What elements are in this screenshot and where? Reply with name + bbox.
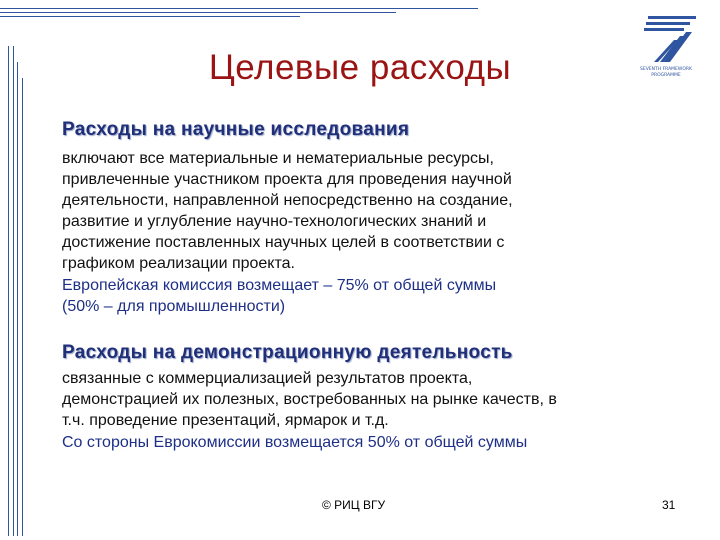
top-decor-line-1 [0, 8, 478, 9]
section-demo-body [62, 368, 622, 431]
left-decor-bar-4 [22, 78, 23, 536]
section-research-body-line: привлеченные участником проекта для проведения научной [62, 171, 512, 188]
section-demo-note [62, 432, 622, 453]
section-demo-body-line: т.ч. проведение презентаций, ярмарок и т.д. [62, 412, 389, 429]
section-demo-note-line: Со стороны Еврокомиссии возмещается 50% от общей суммы [62, 434, 528, 451]
page-number: 31 [662, 498, 676, 512]
slide-title: Целевые расходы [208, 48, 512, 87]
section-research-body-line: развитие и углубление научно-технологических знаний и [62, 213, 487, 230]
top-decor-line-3 [0, 16, 300, 17]
fp7-logo-icon [626, 12, 706, 78]
section-research-body-line: графиком реализации проекта. [62, 255, 295, 272]
section-research-heading: Расходы на научные исследования [62, 119, 410, 140]
section-research-note-line: Европейская комиссия возмещает – 75% от общей суммы [62, 277, 497, 294]
section-demo-heading: Расходы на демонстрационную деятельность [62, 342, 513, 363]
section-research-body-line: деятельности, направленной непосредственно на создание, [62, 192, 513, 209]
section-research-body-line: включают все материальные и нематериальные ресурсы, [62, 150, 494, 167]
logo-caption-line-2: PROGRAMME [651, 73, 681, 78]
fp7-logo [626, 12, 706, 78]
section-research-body-line: достижение поставленных научных целей в соответствии с [62, 234, 505, 251]
top-decor-line-2 [0, 12, 396, 13]
section-research-note-line: (50% – для промышленности) [62, 298, 286, 315]
section-research-note [62, 275, 622, 317]
section-demo-body-line: связанные с коммерциализацией результатов проекта, [62, 370, 473, 387]
left-decor-bar-2 [13, 46, 14, 536]
logo-caption-line-1: SEVENTH FRAMEWORK [640, 67, 692, 72]
footer-copyright: © РИЦ ВГУ [322, 498, 386, 512]
left-decor-bar-1 [8, 46, 9, 536]
section-research-body [62, 148, 622, 274]
section-demo-body-line: демонстрацией их полезных, востребованных на рынке качеств, в [62, 391, 557, 408]
left-decor-bar-3 [17, 62, 18, 536]
